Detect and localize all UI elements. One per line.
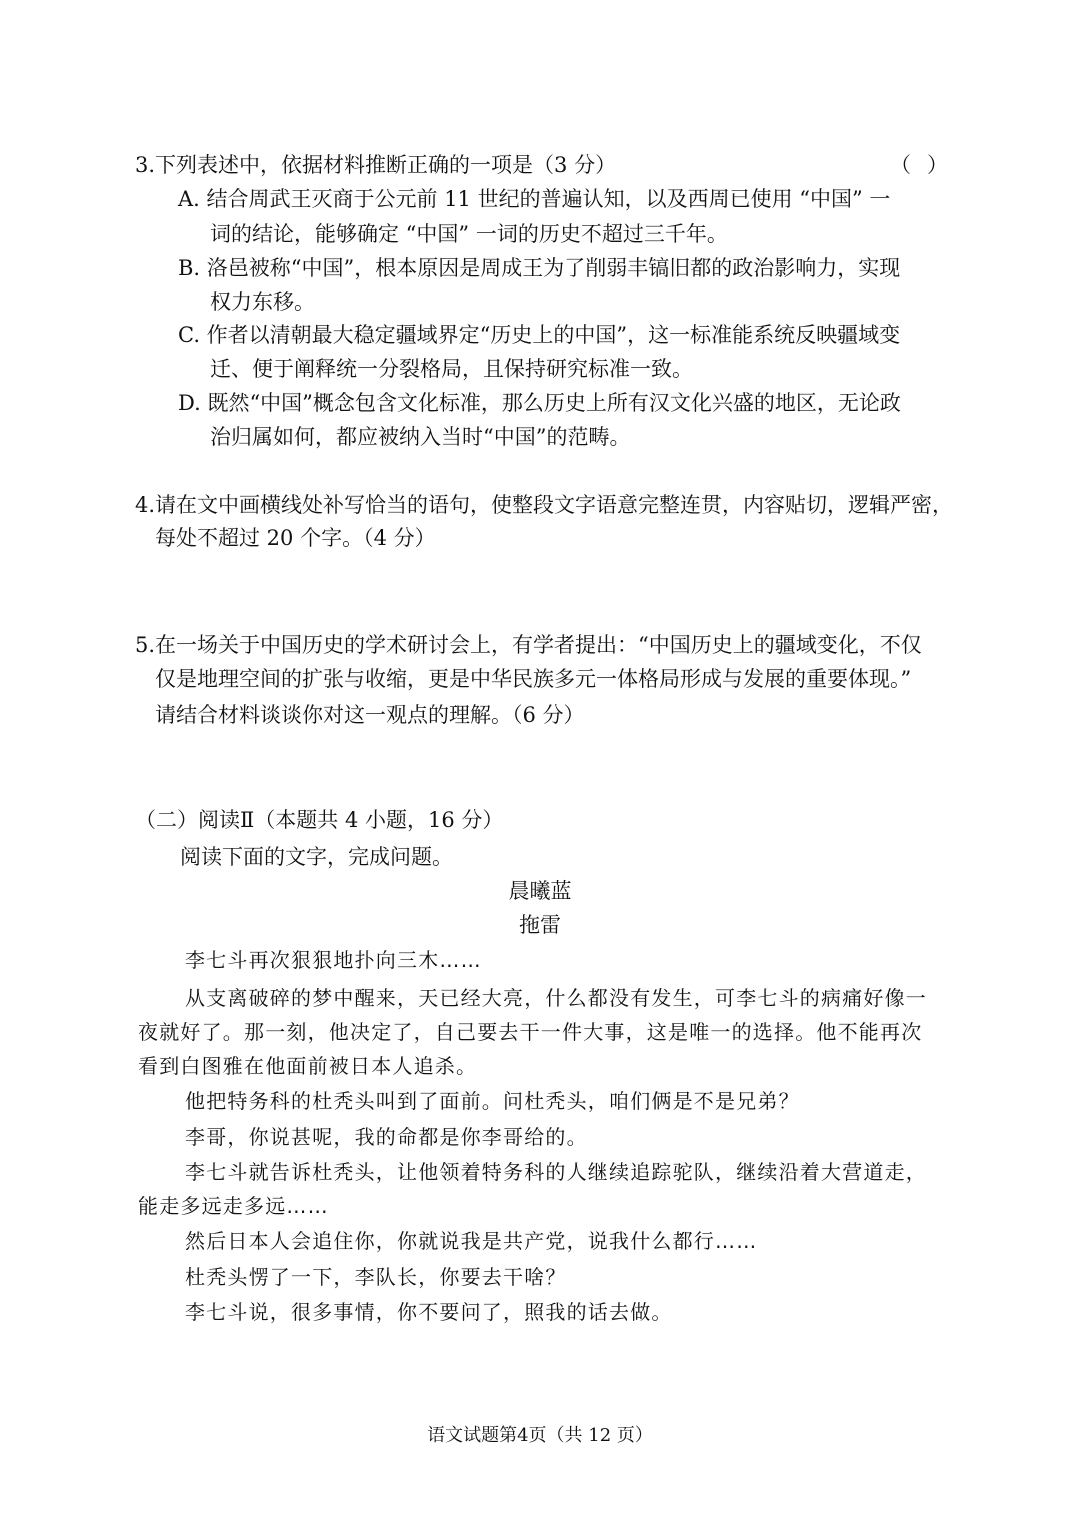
question-5-line-1: 5.在一场关于中国历史的学术研讨会上，有学者提出：“中国历史上的疆域变化，不仅 [135, 633, 922, 657]
option-a-line-1: A. 结合周武王灭商于公元前 11 世纪的普遍认知，以及西周已使用 “中国” 一 [178, 187, 891, 211]
paren-open: （ [890, 153, 911, 177]
story-paragraph-5-line-2: 能走多远走多远…… [138, 1194, 329, 1218]
story-paragraph-7: 杜秃头愣了一下，李队长，你要去干啥？ [185, 1265, 567, 1289]
question-5-line-2: 仅是地理空间的扩张与收缩，更是中华民族多元一体格局形成与发展的重要体现。” [155, 667, 912, 691]
story-paragraph-2-line-3: 看到白图雅在他面前被日本人追杀。 [138, 1054, 478, 1078]
question-4-line-1: 4.请在文中画横线处补写恰当的语句，使整段文字语意完整连贯，内容贴切，逻辑严密， [135, 493, 954, 517]
story-paragraph-8: 李七斗说，很多事情，你不要问了，照我的话去做。 [185, 1300, 673, 1324]
story-paragraph-1: 李七斗再次狠狠地扑向三木…… [185, 948, 482, 972]
story-author: 拖雷 [519, 913, 561, 937]
option-b-line-2: 权力东移。 [210, 290, 315, 314]
section-2-heading: （二）阅读Ⅱ（本题共 4 小题，16 分） [135, 808, 504, 832]
question-4-line-2: 每处不超过 20 个字。（4 分） [155, 526, 436, 550]
story-paragraph-2-line-1: 从支离破碎的梦中醒来，天已经大亮，什么都没有发生，可李七斗的病痛好像一 [185, 986, 927, 1010]
page-footer: 语文试题第4页（共 12 页） [427, 1425, 653, 1446]
question-3-stem: 3.下列表述中，依据材料推断正确的一项是（3 分） [135, 153, 617, 177]
option-b-line-1: B. 洛邑被称“中国”，根本原因是周成王为了削弱丰镐旧都的政治影响力，实现 [178, 256, 901, 280]
story-paragraph-4: 李哥，你说甚呢，我的命都是你李哥给的。 [185, 1125, 588, 1149]
option-d-line-2: 治归属如何，都应被纳入当时“中国”的范畴。 [210, 425, 631, 449]
answer-parentheses [890, 150, 948, 180]
option-a-line-2: 词的结论，能够确定 “中国” 一词的历史不超过三千年。 [210, 222, 728, 246]
option-c-line-2: 迁、便于阐释统一分裂格局，且保持研究标准一致。 [210, 357, 693, 381]
paren-close: ） [927, 153, 948, 177]
story-paragraph-6: 然后日本人会追住你，你就说我是共产党，说我什么都行…… [185, 1229, 758, 1253]
story-paragraph-5-line-1: 李七斗就告诉杜秃头，让他领着特务科的人继续追踪驼队，继续沿着大营道走， [185, 1160, 927, 1184]
section-2-instruction: 阅读下面的文字，完成问题。 [180, 845, 453, 869]
option-c-line-1: C. 作者以清朝最大稳定疆域界定“历史上的中国”，这一标准能系统反映疆域变 [178, 323, 901, 347]
option-d-line-1: D. 既然“中国”概念包含文化标准，那么历史上所有汉文化兴盛的地区，无论政 [178, 391, 901, 415]
story-paragraph-2-line-2: 夜就好了。那一刻，他决定了，自己要去干一件大事，这是唯一的选择。他不能再次 [138, 1020, 923, 1044]
story-paragraph-3: 他把特务科的杜秃头叫到了面前。问杜秃头，咱们俩是不是兄弟？ [185, 1089, 800, 1113]
story-title: 晨曦蓝 [508, 879, 572, 903]
question-5-line-3: 请结合材料谈谈你对这一观点的理解。（6 分） [155, 703, 585, 727]
